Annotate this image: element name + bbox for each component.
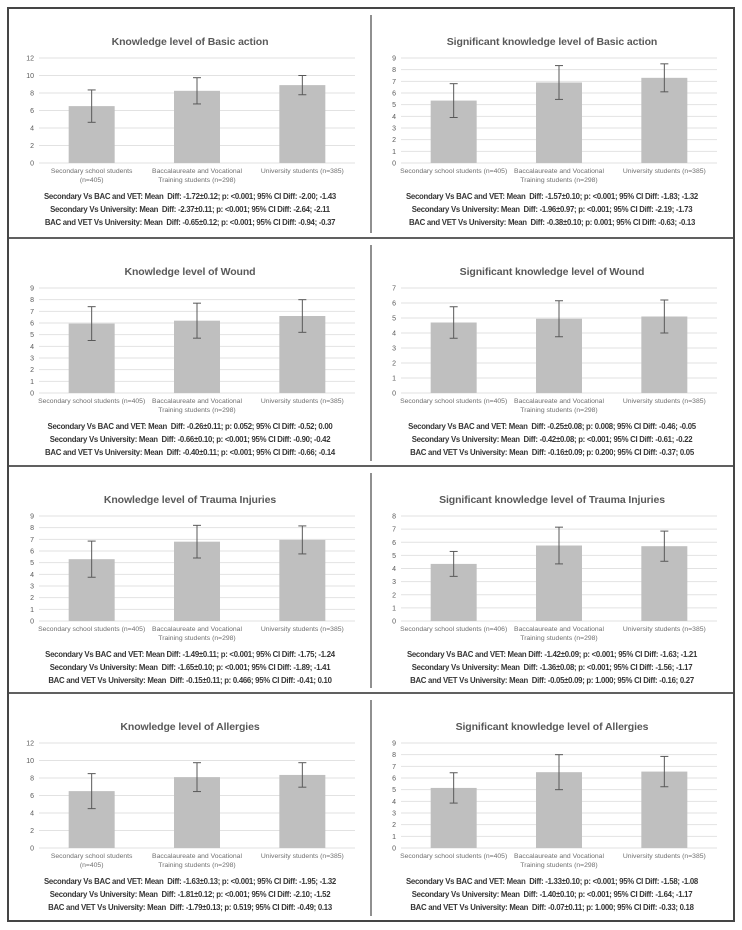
y-tick-label: 2 [30, 594, 34, 602]
y-tick-label: 1 [392, 148, 396, 156]
y-tick-label: 5 [392, 102, 396, 110]
y-tick-label: 5 [392, 552, 396, 560]
y-tick-label: 5 [30, 331, 34, 339]
column-divider [370, 245, 372, 461]
stats-block [371, 875, 733, 914]
category-label: Training students (n=298) [158, 406, 236, 414]
category-label: University students (n=385) [622, 625, 706, 633]
chart-panel-allergies [9, 694, 371, 920]
y-tick-label: 0 [392, 390, 396, 398]
column-divider [370, 15, 372, 233]
y-tick-label: 8 [392, 67, 396, 75]
y-tick-label: 1 [392, 604, 396, 612]
figure-row-2 [9, 237, 733, 465]
stat-line: Secondary Vs University: Mean Diff: -1.65±0.10; p: <0.001; 95% CI Diff: -1.89; -1.41 [49, 662, 331, 672]
y-tick-label: 4 [392, 565, 396, 573]
stats-block [9, 875, 371, 914]
category-label: Baccalaureate and Vocational [514, 397, 604, 405]
chart-title: Knowledge level of Wound [124, 265, 256, 278]
figure-row-1 [9, 9, 733, 237]
stat-line: BAC and VET Vs University: Mean Diff: -0.16±0.09; p: 0.200; 95% CI Diff: -0.37; 0.05 [410, 447, 694, 457]
y-tick-label: 7 [30, 308, 34, 316]
stat-line: Secondary Vs University: Mean Diff: -2.37±0.11; p: <0.001; 95% CI Diff: -2.64; -2.11 [50, 205, 330, 214]
category-label: Training students (n=298) [520, 862, 598, 870]
y-tick-label: 0 [30, 390, 34, 398]
y-tick-label: 9 [392, 55, 396, 63]
stat-line: Secondary Vs BAC and VET: Mean Diff: -1.57±0.10; p: <0.001; 95% CI Diff: -1.83; -1.32 [406, 192, 698, 201]
y-tick-label: 1 [30, 606, 34, 614]
y-tick-label: 8 [30, 90, 34, 98]
y-tick-label: 4 [30, 125, 34, 133]
category-label: Training students (n=298) [158, 177, 236, 184]
stat-line: Secondary Vs BAC and VET: Mean Diff: -0.26±0.11; p: 0.052; 95% CI Diff: -0.52; 0.00 [47, 421, 333, 431]
y-tick-label: 12 [26, 55, 34, 63]
bar-chart-basic-action [13, 50, 367, 186]
chart-panel-significant-trauma-injuries [371, 467, 733, 693]
chart-panel-wound [9, 239, 371, 465]
y-tick-label: 0 [30, 845, 34, 853]
bar-chart-significant-trauma-injuries [375, 508, 729, 644]
stats-block [371, 420, 733, 459]
stat-line: BAC and VET Vs University: Mean Diff: -1.79±0.13; p: 0.519; 95% CI Diff: -0.49; 0.13 [48, 903, 332, 913]
category-label: Secondary school students (n=405) [400, 397, 508, 405]
category-label: (n=405) [79, 862, 104, 870]
y-tick-label: 8 [30, 524, 34, 532]
stats-block [9, 420, 371, 459]
category-label: Training students (n=298) [520, 406, 598, 414]
stats-block [9, 648, 371, 687]
stats-block [9, 190, 371, 229]
y-tick-label: 3 [30, 583, 34, 590]
y-tick-label: 3 [392, 578, 396, 586]
bar-chart-significant-allergies [375, 735, 729, 871]
category-label: (n=405) [79, 177, 104, 184]
y-tick-label: 6 [30, 548, 34, 555]
stat-line: Secondary Vs University: Mean Diff: -0.42±0.08; p: <0.001; 95% CI Diff: -0.61; -0.22 [411, 434, 693, 444]
y-tick-label: 8 [30, 775, 34, 783]
stat-line: Secondary Vs BAC and VET: Mean Diff: -1.42±0.09; p: <0.001; 95% CI Diff: -1.63; -1.21 [406, 649, 698, 659]
chart-title: Knowledge level of Allergies [120, 721, 260, 734]
y-tick-label: 5 [392, 315, 396, 323]
bar-chart-wound [13, 280, 367, 416]
category-label: University students (n=385) [260, 168, 344, 175]
stat-line: BAC and VET Vs University: Mean Diff: -0.65±0.12; p: <0.001; 95% CI Diff: -0.94; -0.37 [44, 218, 336, 227]
y-tick-label: 6 [30, 793, 34, 801]
category-label: Baccalaureate and Vocational [514, 625, 604, 633]
y-tick-label: 4 [392, 113, 396, 121]
y-tick-label: 0 [30, 618, 34, 625]
stat-line: BAC and VET Vs University: Mean Diff: -0.15±0.11; p: 0.466; 95% CI Diff: -0.41; 0.10 [48, 675, 332, 685]
y-tick-label: 8 [30, 296, 34, 304]
bar-chart-trauma-injuries [13, 508, 367, 644]
y-tick-label: 6 [30, 108, 34, 115]
category-label: Training students (n=298) [520, 634, 598, 642]
y-tick-label: 9 [30, 513, 34, 520]
bar-chart-allergies [13, 735, 367, 871]
chart-title: Knowledge level of Trauma Injuries [103, 493, 277, 506]
y-tick-label: 4 [392, 799, 396, 807]
y-tick-label: 7 [30, 536, 34, 544]
chart-title: Knowledge level of Basic action [111, 36, 269, 48]
bar-chart-significant-basic-action [375, 50, 729, 186]
y-tick-label: 2 [392, 591, 396, 599]
y-tick-label: 4 [30, 571, 34, 579]
category-label: Baccalaureate and Vocational [152, 625, 242, 633]
category-label: University students (n=385) [622, 168, 706, 175]
category-label: University students (n=385) [260, 397, 344, 405]
chart-title: Significant knowledge level of Wound [459, 265, 645, 278]
stat-line: BAC and VET Vs University: Mean Diff: -0.38±0.10; p: 0.001; 95% CI Diff: -0.63; -0.13 [408, 218, 696, 227]
figure-row-3 [9, 465, 733, 693]
category-label: University students (n=385) [260, 625, 344, 633]
y-tick-label: 0 [392, 160, 396, 168]
stat-line: Secondary Vs BAC and VET: Mean Diff: -1.49±0.11; p: <0.001; 95% CI Diff: -1.75; -1.24 [45, 649, 335, 659]
stat-line: Secondary Vs University: Mean Diff: -0.66±0.10; p: <0.001; 95% CI Diff: -0.90; -0.42 [49, 434, 331, 444]
category-label: Secondary school students (n=405) [38, 397, 146, 405]
category-label: Training students (n=298) [158, 862, 236, 870]
y-tick-label: 3 [30, 355, 34, 363]
y-tick-label: 9 [30, 285, 34, 293]
category-label: University students (n=385) [622, 853, 706, 861]
stat-line: Secondary Vs BAC and VET: Mean Diff: -1.33±0.10; p: <0.001; 95% CI Diff: -1.58; -1.08 [406, 877, 698, 887]
stat-line: Secondary Vs University: Mean Diff: -1.40±0.10; p: <0.001; 95% CI Diff: -1.64; -1.17 [411, 890, 693, 900]
y-tick-label: 2 [30, 143, 34, 150]
y-tick-label: 7 [392, 78, 396, 86]
category-label: Baccalaureate and Vocational [514, 853, 604, 861]
y-tick-label: 0 [392, 618, 396, 625]
stat-line: Secondary Vs University: Mean Diff: -1.96±0.97; p: <0.001; 95% CI Diff: -2.19; -1.73 [411, 205, 693, 214]
stat-line: Secondary Vs University: Mean Diff: -1.81±0.12; p: <0.001; 95% CI Diff: -2.10; -1.52 [49, 890, 331, 900]
category-label: Training students (n=298) [520, 177, 598, 184]
y-tick-label: 2 [392, 360, 396, 368]
category-label: Baccalaureate and Vocational [152, 397, 242, 405]
figure-frame [7, 7, 735, 922]
y-tick-label: 8 [392, 513, 396, 520]
y-tick-label: 3 [392, 125, 396, 133]
category-label: University students (n=385) [260, 853, 344, 861]
stat-line: Secondary Vs BAC and VET: Mean Diff: -1.72±0.12; p: <0.001; 95% CI Diff: -2.00; -1.43 [44, 192, 336, 201]
bar-chart-significant-wound [375, 280, 729, 416]
y-tick-label: 6 [30, 320, 34, 328]
y-tick-label: 2 [392, 822, 396, 830]
y-tick-label: 4 [30, 343, 34, 351]
y-tick-label: 7 [392, 764, 396, 772]
category-label: Secondary school students (n=405) [38, 625, 146, 633]
y-tick-label: 6 [392, 300, 396, 308]
chart-title: Significant knowledge level of Allergies [455, 721, 649, 734]
category-label: Training students (n=298) [158, 634, 236, 642]
y-tick-label: 3 [392, 345, 396, 353]
y-tick-label: 7 [392, 285, 396, 293]
y-tick-label: 0 [30, 160, 34, 168]
chart-panel-significant-basic-action [371, 9, 733, 237]
stats-block [371, 648, 733, 687]
column-divider [370, 700, 372, 916]
y-tick-label: 6 [392, 90, 396, 98]
chart-title: Significant knowledge level of Basic action [446, 36, 658, 48]
y-tick-label: 2 [30, 828, 34, 836]
category-label: Secondary school students [50, 168, 133, 175]
category-label: Baccalaureate and Vocational [152, 168, 242, 175]
stat-line: Secondary Vs BAC and VET: Mean Diff: -0.25±0.08; p: 0.008; 95% CI Diff: -0.46; -0.05 [408, 421, 696, 431]
y-tick-label: 5 [30, 559, 34, 567]
y-tick-label: 10 [26, 758, 34, 766]
y-tick-label: 4 [392, 330, 396, 338]
y-tick-label: 6 [392, 775, 396, 783]
bar [279, 85, 325, 163]
y-tick-label: 0 [392, 845, 396, 853]
y-tick-label: 5 [392, 787, 396, 795]
stat-line: BAC and VET Vs University: Mean Diff: -0.07±0.11; p: 1.000; 95% CI Diff: -0.33; 0.18 [410, 903, 694, 913]
y-tick-label: 3 [392, 810, 396, 818]
y-tick-label: 1 [392, 375, 396, 383]
y-tick-label: 8 [392, 752, 396, 760]
y-tick-label: 12 [26, 740, 34, 748]
y-tick-label: 2 [392, 137, 396, 145]
chart-panel-significant-wound [371, 239, 733, 465]
category-label: Secondary school students (n=405) [400, 168, 508, 175]
category-label: Secondary school students (n=405) [400, 853, 508, 861]
stats-block [371, 190, 733, 229]
y-tick-label: 1 [30, 378, 34, 386]
category-label: University students (n=385) [622, 397, 706, 405]
chart-title: Significant knowledge level of Trauma Injuries [439, 493, 665, 506]
y-tick-label: 7 [392, 526, 396, 534]
y-tick-label: 6 [392, 539, 396, 547]
category-label: Baccalaureate and Vocational [152, 853, 242, 861]
chart-panel-basic-action [9, 9, 371, 237]
y-tick-label: 2 [30, 366, 34, 374]
stat-line: BAC and VET Vs University: Mean Diff: -0.40±0.11; p: <0.001; 95% CI Diff: -0.66; -0.14 [45, 447, 335, 457]
stat-line: BAC and VET Vs University: Mean Diff: -0.05±0.09; p: 1.000; 95% CI Diff: -0.16; 0.27 [410, 675, 694, 685]
figure-row-4 [9, 692, 733, 920]
y-tick-label: 4 [30, 810, 34, 818]
y-tick-label: 9 [392, 740, 396, 748]
column-divider [370, 473, 372, 689]
stat-line: Secondary Vs BAC and VET: Mean Diff: -1.63±0.13; p: <0.001; 95% CI Diff: -1.95; -1.32 [44, 877, 336, 887]
category-label: Secondary school students (n=406) [400, 625, 508, 633]
chart-panel-trauma-injuries [9, 467, 371, 693]
category-label: Secondary school students [50, 853, 133, 861]
y-tick-label: 10 [26, 73, 34, 80]
y-tick-label: 1 [392, 834, 396, 842]
chart-panel-significant-allergies [371, 694, 733, 920]
category-label: Baccalaureate and Vocational [514, 168, 604, 175]
stat-line: Secondary Vs University: Mean Diff: -1.36±0.08; p: <0.001; 95% CI Diff: -1.56; -1.17 [411, 662, 693, 672]
